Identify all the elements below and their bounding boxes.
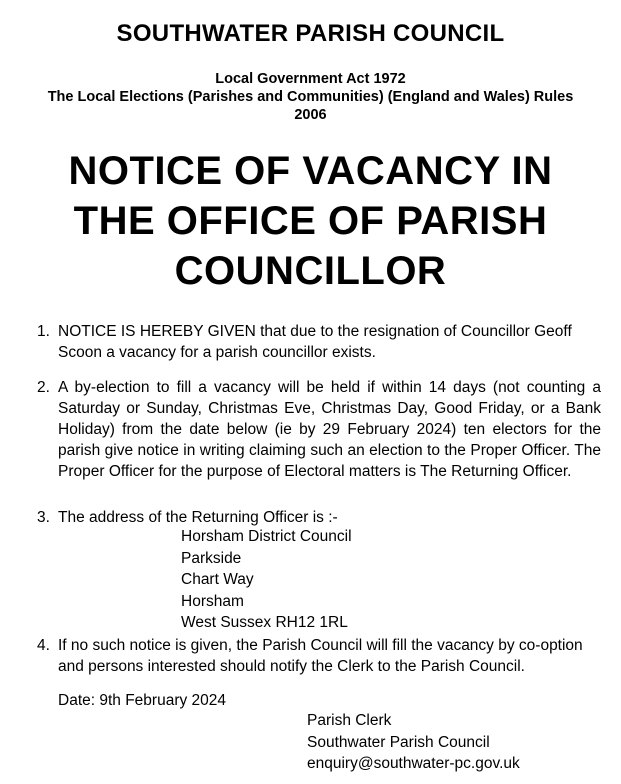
list-item-2 — [37, 377, 601, 482]
list-item-4 — [37, 635, 601, 677]
act-subheading: Local Government Act 1972 — [215, 71, 406, 87]
notice-title-line1: NOTICE OF VACANCY IN — [68, 149, 553, 193]
address-line: Chart Way — [181, 571, 254, 588]
item-text: The address of the Returning Officer is :- — [58, 509, 338, 526]
item-text: A by-election to fill a vacancy will be held if within 14 days (not counting a Saturday or Sunday, Christmas Eve, Christmas Day, Good Friday, or a Bank Holiday) from the date below (ie by 29 February 2024) ten electors for the parish give notice in writing claiming such an election to the Proper Officer. The Proper Officer for the purpose of Electoral matters is The Returning Officer. — [58, 379, 601, 480]
signature-email: enquiry@southwater-pc.gov.uk — [307, 755, 520, 772]
signature-role: Parish Clerk — [307, 712, 392, 729]
item-number: 1. — [37, 323, 50, 340]
notice-title — [0, 146, 621, 296]
list-item-3 — [37, 507, 601, 528]
notice-title-line3: COUNCILLOR — [174, 249, 447, 293]
rules-subheading-line1: The Local Elections (Parishes and Communities) (England and Wales) Rules — [47, 89, 574, 105]
item-text: If no such notice is given, the Parish Council will fill the vacancy by co-option and persons interested should notify the Clerk to the Parish Council. — [58, 637, 583, 675]
rules-subheading-line2: 2006 — [294, 107, 327, 123]
address-line: West Sussex RH12 1RL — [181, 614, 348, 631]
signature-organisation: Southwater Parish Council — [307, 733, 490, 751]
address-line: Horsham — [181, 592, 244, 610]
item-number: 3. — [37, 509, 50, 526]
item-number: 2. — [37, 379, 50, 396]
signature-block — [307, 710, 520, 775]
item-text: NOTICE IS HEREBY GIVEN that due to the resignation of Councillor Geoff Scoon a vacancy for a parish councillor exists. — [58, 323, 572, 361]
notice-title-line2: THE OFFICE OF PARISH — [73, 199, 548, 243]
address-line: Horsham District Council — [181, 528, 352, 545]
address-line: Parkside — [181, 549, 242, 567]
item-number: 4. — [37, 637, 50, 654]
notice-date: Date: 9th February 2024 — [58, 692, 227, 709]
returning-officer-address — [181, 526, 352, 634]
list-item-1 — [37, 321, 601, 363]
organisation-heading: SOUTHWATER PARISH COUNCIL — [116, 20, 505, 47]
